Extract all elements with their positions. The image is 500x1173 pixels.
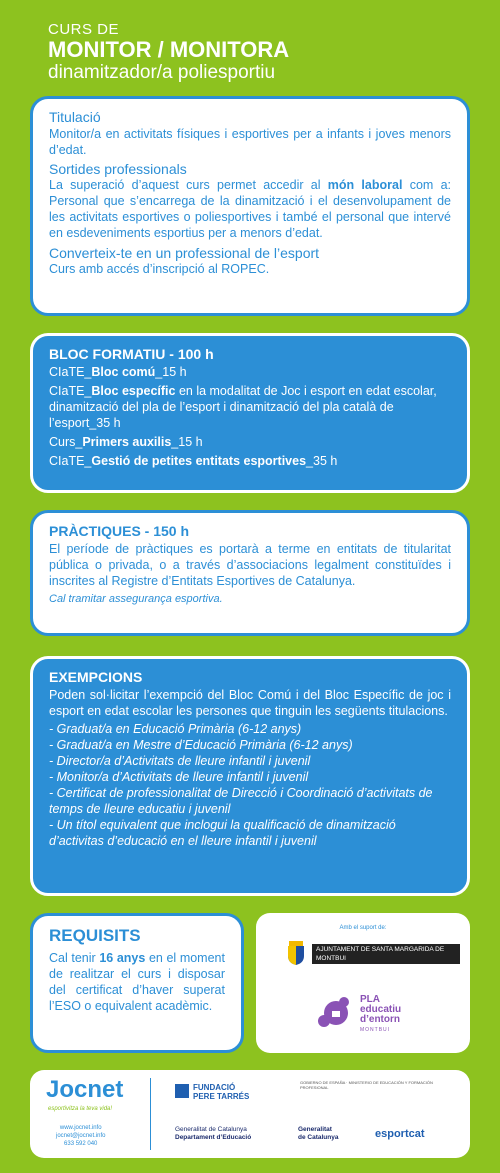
converteix-text: Curs amb accés d’inscripció al ROPEC. bbox=[49, 262, 270, 276]
requisits-title: REQUISITS bbox=[49, 926, 141, 945]
exempcions-text: Poden sol·licitar l’exempció del Bloc Comú i del Bloc Específic de joc i esport en edat escolar les persones que tinguin les següents titulacions. bbox=[49, 688, 451, 718]
sortides-title: Sortides professionals bbox=[49, 161, 187, 177]
titulacio-title: Titulació bbox=[49, 109, 101, 125]
pla-educatiu-logo: PLA educatiu d’entorn MONTBUI bbox=[360, 994, 402, 1033]
sortides-text: La superació d’aquest curs permet accedir al món laboral com a: Personal que s’encarrega de la dinamització i el desenvolupament de les activitats esportives o poliesportives i també el personal que intervé en esdeveniments esportius per a menors d’edat. bbox=[49, 178, 451, 240]
esportcat-logo: esportcat bbox=[375, 1128, 425, 1140]
bloc-item-1: CIaTE_Bloc comú_15 h bbox=[49, 365, 187, 379]
practiques-card bbox=[30, 510, 470, 636]
montbui-crest-icon bbox=[286, 941, 306, 965]
exempcio-item: - Graduat/a en Mestre d’Educació Primària (6-12 anys) bbox=[49, 738, 353, 752]
titulacio-text: Monitor/a en activitats físiques i esportives per a infants i joves menors d’edat. bbox=[49, 127, 451, 157]
suport-label: Amb el suport de: bbox=[339, 925, 387, 931]
divider bbox=[150, 1078, 151, 1150]
bloc-item-3: Curs_Primers auxilis_15 h bbox=[49, 435, 203, 449]
practiques-text: El període de pràctiques es portarà a terme en entitats de titularitat pública o privada, o a través d’associacions legalment constituïdes i inscrites al Registre d’Entitats Esportives de Catalunya. bbox=[49, 542, 451, 588]
generalitat-logo: Generalitat de Catalunya bbox=[298, 1126, 339, 1141]
header-line1: CURS DE bbox=[48, 21, 120, 38]
jocnet-email[interactable]: jocnet@jocnet.info bbox=[56, 1133, 106, 1139]
bloc-formatiu-card bbox=[30, 333, 470, 493]
header-subtitle: dinamitzador/a poliesportiu bbox=[48, 62, 276, 83]
practiques-title: PRÀCTIQUES - 150 h bbox=[49, 523, 190, 539]
footer-logos bbox=[30, 1070, 470, 1158]
practiques-note: Cal tramitar assegurança esportiva. bbox=[49, 593, 223, 605]
generalitat-educacio-logo: Generalitat de Catalunya Departament d’Educació bbox=[175, 1126, 252, 1141]
exempcio-item: - Un títol equivalent que inclogui la qualificació de dinamització d’activitas d’educació en el lleure infantil i juvenil bbox=[49, 818, 396, 848]
jocnet-contact bbox=[56, 1124, 105, 1148]
exempcions-card bbox=[30, 656, 470, 896]
ajuntament-logo: AJUNTAMENT DE SANTA MARGARIDA DE MONTBUI bbox=[312, 944, 460, 964]
exempcio-item: - Monitor/a d’Activitats de lleure infantil i juvenil bbox=[49, 770, 309, 784]
pla-educatiu-icon bbox=[316, 993, 356, 1033]
requisits-card bbox=[30, 913, 244, 1053]
jocnet-tagline: esportivitza la teva vida! bbox=[48, 1106, 113, 1112]
bloc-title: BLOC FORMATIU - 100 h bbox=[49, 346, 214, 362]
bloc-item-4: CIaTE_Gestió de petites entitats esportives_35 h bbox=[49, 454, 338, 468]
gobierno-logo: GOBIERNO DE ESPAÑA · MINISTERIO DE EDUCACIÓN Y FORMACIÓN PROFESIONAL bbox=[300, 1080, 433, 1090]
converteix-title: Converteix-te en un professional de l’esport bbox=[49, 245, 320, 261]
jocnet-logo: Jocnet bbox=[46, 1076, 124, 1103]
pere-tarres-logo: FUNDACIÓ PERE TARRÉS bbox=[193, 1083, 250, 1101]
jocnet-phone: 633 592 040 bbox=[64, 1141, 98, 1147]
requisits-text: Cal tenir 16 anys en el moment de realitzar el curs i disposar del certificat d’haver superat l’ESO o equivalent acadèmic. bbox=[49, 951, 225, 1013]
bloc-item-2: CIaTE_Bloc específic en la modalitat de Joc i esport en edat escolar, dinamització del pla de l’esport i dinamització del pla català de l’esport_35 h bbox=[49, 384, 437, 430]
header-title: MONITOR / MONITORA bbox=[48, 37, 290, 62]
info-card bbox=[30, 96, 470, 316]
suport-card bbox=[256, 913, 470, 1053]
exempcio-item: - Graduat/a en Educació Primària (6-12 anys) bbox=[49, 722, 302, 736]
jocnet-web[interactable]: www.jocnet.info bbox=[59, 1125, 102, 1131]
exempcions-title: EXEMPCIONS bbox=[49, 669, 143, 685]
header bbox=[48, 22, 289, 84]
exempcio-item: - Director/a d’Activitats de lleure infantil i juvenil bbox=[49, 754, 311, 768]
exempcio-item: - Certificat de professionalitat de Direcció i Coordinació d’activitats de temps de lleure educatiu i juvenil bbox=[49, 786, 433, 816]
pere-tarres-icon bbox=[175, 1084, 189, 1098]
